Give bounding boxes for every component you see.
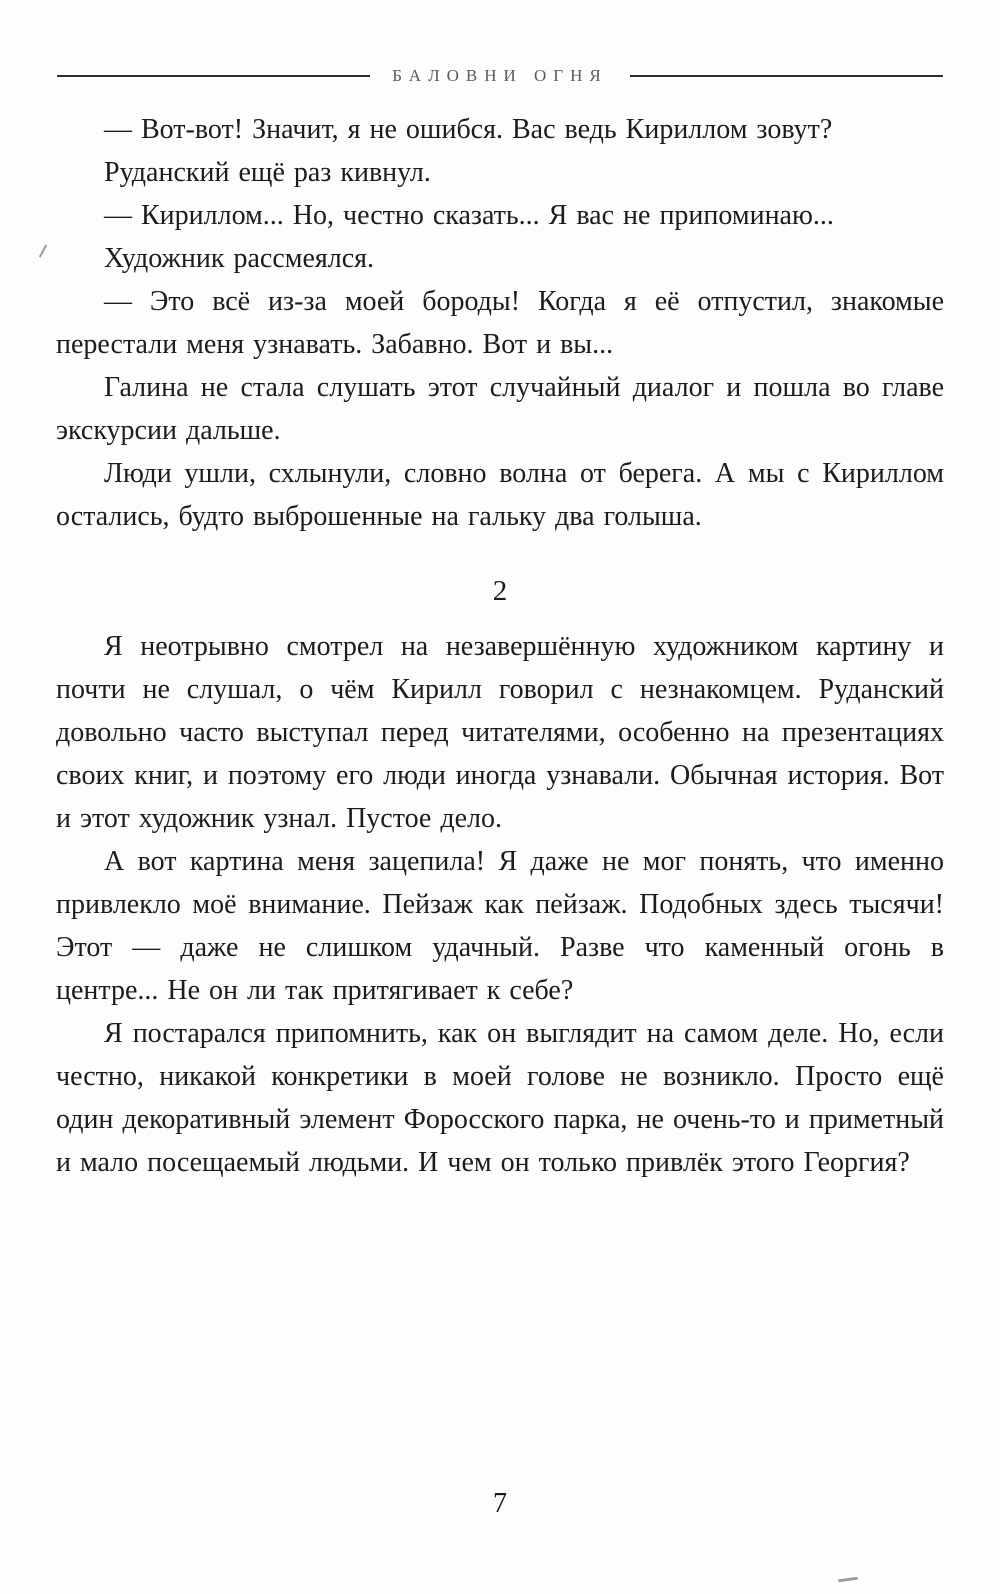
paragraph: — Вот-вот! Значит, я не ошибся. Вас ведь Кириллом зовут?: [104, 114, 833, 145]
paragraph: — Кириллом... Но, честно сказать... Я вас не припоминаю...: [104, 200, 834, 231]
chapter-header-title: БАЛОВНИ ОГНЯ: [392, 66, 608, 85]
body-text: [0, 86, 1000, 1184]
paragraph: А вот картина меня зацепила! Я даже не мог понять, что именно привлекло моё внимание. Пейзаж как пейзаж. Подобных здесь тысячи! Этот — даже не слишком удачный. Разве что каменный огонь в центре... Не он ли так притягивает к себе?: [56, 846, 944, 1006]
paragraph: Люди ушли, схлынули, словно волна от берега. А мы с Кириллом остались, будто выброшенные на гальку два голыша.: [56, 458, 944, 532]
paragraph: Галина не стала слушать этот случайный диалог и пошла во главе экскурсии дальше.: [56, 372, 944, 446]
header-rule-right: [630, 75, 943, 77]
paragraph: Руданский ещё раз кивнул.: [104, 157, 431, 188]
paragraph: — Это всё из-за моей бороды! Когда я её отпустил, знакомые перестали меня узнавать. Забавно. Вот и вы...: [56, 286, 944, 360]
page-number: 7: [493, 1488, 507, 1519]
running-head: [0, 0, 1000, 86]
paragraph: Я неотрывно смотрел на незавершённую художником картину и почти не слушал, о чём Кирилл говорил с незнакомцем. Руданский довольно часто выступал перед читателями, особенно на презентациях своих книг, и поэтому его люди иногда узнавали. Обычная история. Вот и этот художник узнал. Пустое дело.: [56, 631, 944, 834]
paragraph: Я постарался припомнить, как он выглядит на самом деле. Но, если честно, никакой конкретики в моей голове не возникло. Просто ещё один декоративный элемент Форосского парка, не очень-то и приметный и мало посещаемый людьми. И чем он только привлёк этого Георгия?: [56, 1018, 944, 1178]
header-rule-left: [57, 75, 370, 77]
section-number: 2: [492, 575, 508, 607]
paragraph: Художник рассмеялся.: [104, 243, 375, 274]
scan-artifact: [838, 1577, 858, 1583]
